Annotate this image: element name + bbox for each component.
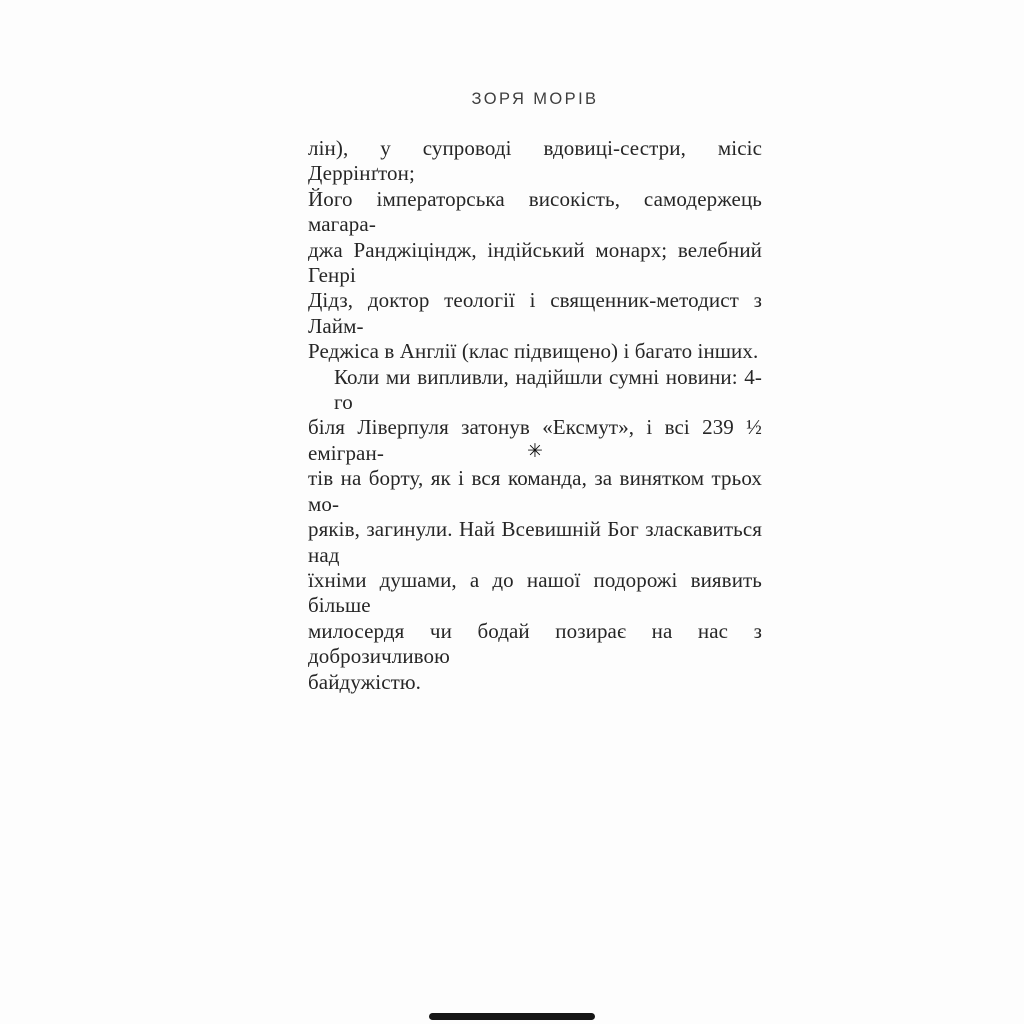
text-line: милосердя чи бодай позирає на нас з доброзичливою: [308, 618, 762, 669]
section-break-star-icon: ✳: [527, 441, 543, 462]
text-line: байдужістю.: [308, 669, 422, 694]
text-line: Коли ми випливли, надійшли сумні новини: 4-го: [334, 364, 762, 415]
paragraph: [308, 136, 762, 365]
text-line: ряків, загинули. Най Всевишній Бог зласкавиться над: [308, 517, 762, 567]
text-line: біля Ліверпуля затонув «Ексмут», і всі 239 ½ емігран-: [308, 415, 762, 465]
body-text-block: [308, 136, 762, 695]
text-line: тів на борту, як і вся команда, за винятком трьох мо-: [308, 466, 762, 516]
text-line: лін), у супроводі вдовиці-сестри, місіс Деррінґтон;: [308, 136, 762, 186]
running-head-book-title: ЗОРЯ МОРІВ: [471, 90, 599, 108]
home-indicator-handle[interactable]: [429, 1013, 595, 1020]
text-line: Дідз, доктор теології і священник-методист з Лайм-: [308, 288, 762, 338]
text-line: Його імператорська високість, самодержець магара-: [308, 186, 762, 237]
paragraph: [308, 365, 762, 695]
text-line: їхніми душами, а до нашої подорожі виявить більше: [308, 567, 762, 618]
text-line: джа Ранджіціндж, індійський монарх; велебний Генрі: [308, 237, 762, 288]
text-line: Реджіса в Англії (клас підвищено) і багато інших.: [308, 339, 759, 364]
